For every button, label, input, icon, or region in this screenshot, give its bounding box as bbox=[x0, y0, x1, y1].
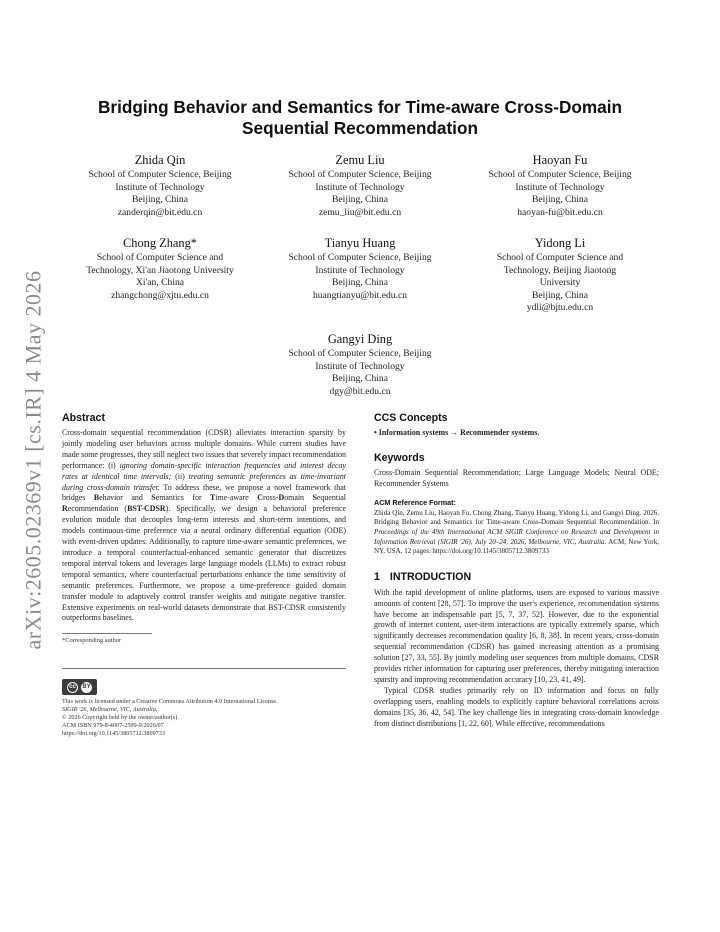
author-block bbox=[62, 152, 258, 219]
doi-link[interactable]: https://doi.org/10.1145/3805712.3809733 bbox=[62, 729, 165, 737]
author-block bbox=[62, 235, 258, 302]
author-name: Zhida Qin bbox=[134, 153, 186, 167]
arxiv-stamp bbox=[12, 250, 54, 670]
author-email: zhangchong@xjtu.edu.cn bbox=[111, 289, 209, 301]
abstract-text: Cross-domain sequential recommendation (CDSR) alleviates interaction sparsity by jointly modeling user behaviors across multiple domains. While current studies have made some progresses, they still neglect two issues that severely impact recommendation performance: (i) ignoring domain-specific interaction frequencies and interest decay rates at identical time intervals; (ii) treating semantic preferences as time-invariant during cross-domain transfer. To address these, we propose a novel framework that bridges Behavior and Semantics for Time-aware Cross-Domain Sequential Recommendation (BST-CDSR). Specifically, we design a behavioral preference evolution module that decouples long-term interests and short-term intentions, and models continuous-time preference via a neural ordinary differential equation (ODE) with event-driven updates. Additionally, to capture time-aware semantic preferences, we introduce a temporal counterfactual-enhanced semantic generator that discretizes temporal interval tokens and leverages large language models (LLMs) to extract robust temporal semantics, where counterfactual perturbations enhance the time sensitivity of semantic preferences. Furthermore, we propose a time-preference guided domain transfer module to adaptively control transfer weights and mitigate negative transfer. Extensive experiments on real-world datasets demonstrate that BST-CDSR consistently outperforms baselines. bbox=[62, 428, 346, 623]
author-block bbox=[262, 152, 458, 219]
acm-reference-heading: ACM Reference Format: bbox=[374, 497, 456, 507]
author-affiliation: School of Computer Science, Beijing bbox=[288, 252, 432, 263]
author-name: Zemu Liu bbox=[335, 153, 385, 167]
author-email: dgy@bit.edu.cn bbox=[329, 385, 391, 397]
author-affiliation: Xi'an, China bbox=[135, 277, 185, 289]
isbn-line: ACM ISBN 979-8-4007-2599-9/2026/07 bbox=[62, 722, 164, 730]
license-text: This work is licensed under a Creative Commons Attribution 4.0 International License. bbox=[62, 698, 278, 706]
introduction-heading: 1 INTRODUCTION bbox=[374, 570, 472, 583]
author-affiliation: Institute of Technology bbox=[315, 360, 405, 372]
author-block bbox=[262, 235, 458, 302]
author-affiliation: School of Computer Science, Beijing bbox=[88, 169, 232, 180]
introduction-paragraph: With the rapid development of online platforms, users are exposed to various massive amounts of content [28, 57]. To improve the user's experience, recommendation systems have become an indispensable part [5, 7, 37, 52]. However, due to the exponential growth of internet content, user-item interactions are typically extremely sparse, which significantly decreases recommendation quality [6, 8, 38]. In recent years, cross-domain sequential recommendation (CDSR) has gained increasing attention as a promising solution [27, 33, 55]. By jointly modeling user sequences from multiple domains, CDSR provides richer information for capturing user preferences, thereby mitigating interaction sparsity and improving recommendation accuracy [10, 23, 41, 49]. bbox=[374, 587, 659, 684]
introduction-paragraph: Typical CDSR studies primarily rely on ID information and focus on fully overlapping users, enabling models to explicitly capture behavioral correlations across domains [35, 36, 42, 54]. The key challenge lies in integrating cross-domain knowledge from distinct distributions [1, 22, 60]. While effective, recommendations bbox=[374, 685, 659, 728]
abstract-heading: Abstract bbox=[62, 412, 105, 424]
author-block bbox=[462, 152, 658, 219]
author-affiliation: Beijing, China bbox=[532, 194, 588, 206]
author-email: zemu_liu@bit.edu.cn bbox=[318, 206, 402, 218]
author-block bbox=[262, 331, 458, 398]
author-name: Tianyu Huang bbox=[324, 236, 396, 250]
license-divider bbox=[62, 668, 346, 669]
cc-icon: cc bbox=[67, 682, 78, 693]
ccs-heading: CCS Concepts bbox=[374, 412, 448, 424]
author-affiliation: Beijing, China bbox=[532, 289, 588, 301]
by-icon: BY bbox=[81, 682, 92, 693]
author-email: haoyan-fu@bit.edu.cn bbox=[517, 206, 603, 218]
author-name: Yidong Li bbox=[534, 236, 586, 250]
author-email: huangtianyu@bit.edu.cn bbox=[312, 289, 408, 301]
author-email: zanderqin@bit.edu.cn bbox=[117, 206, 203, 218]
author-affiliation: Institute of Technology bbox=[315, 264, 405, 276]
arxiv-identifier: arXiv:2605.02369v1 [cs.IR] 4 May 2026 bbox=[20, 270, 46, 650]
author-affiliation: Beijing, China bbox=[332, 373, 388, 385]
left-column bbox=[62, 412, 346, 738]
author-affiliation: Beijing, China bbox=[132, 194, 188, 206]
paper-title: Bridging Behavior and Semantics for Time-aware Cross-Domain Sequential Recommendation bbox=[97, 97, 623, 138]
author-affiliation: School of Computer Science and bbox=[96, 252, 224, 263]
copyright-line: © 2026 Copyright held by the owner/author(s). bbox=[62, 714, 179, 722]
right-column bbox=[374, 412, 659, 729]
corresponding-author-note: *Corresponding author bbox=[62, 637, 122, 645]
section-number: 1 bbox=[374, 570, 380, 583]
author-affiliation: School of Computer Science, Beijing bbox=[288, 348, 432, 359]
author-affiliation: University bbox=[539, 277, 581, 289]
author-email: ydli@bjtu.edu.cn bbox=[526, 302, 594, 314]
author-affiliation: Institute of Technology bbox=[315, 181, 405, 193]
author-affiliation: Technology, Beijing Jiaotong bbox=[503, 264, 617, 276]
author-affiliation: Institute of Technology bbox=[515, 181, 605, 193]
author-affiliation: Beijing, China bbox=[332, 194, 388, 206]
cc-by-license-badge[interactable] bbox=[62, 679, 97, 695]
author-name: Haoyan Fu bbox=[532, 153, 588, 167]
author-affiliation: School of Computer Science and bbox=[496, 252, 624, 263]
ccs-concepts: • Information systems → Recommender systems. bbox=[374, 428, 540, 437]
author-affiliation: Technology, Xi'an Jiaotong University bbox=[86, 264, 234, 276]
footnote-divider bbox=[62, 633, 152, 634]
conference-venue: SIGIR '26, Melbourne, VIC, Australia. bbox=[62, 706, 158, 714]
author-block bbox=[462, 235, 658, 315]
author-name: Chong Zhang* bbox=[123, 236, 197, 250]
keywords-text: Cross-Domain Sequential Recommendation; Large Language Models; Neural ODE; Recommender Systems bbox=[374, 467, 659, 488]
author-affiliation: Institute of Technology bbox=[115, 181, 205, 193]
author-affiliation: School of Computer Science, Beijing bbox=[488, 169, 632, 180]
author-affiliation: Beijing, China bbox=[332, 277, 388, 289]
acm-reference-text: Zhida Qin, Zemu Liu, Haoyan Fu, Chong Zhang, Tianyu Huang, Yidong Li, and Gangyi Ding. 2026. Bridging Behavior and Semantics for Time-aware Cross-Domain Sequential Recommendation. In Proceedings of the 49th International ACM SIGIR Conference on Research and Development in Information Retrieval (SIGIR '26), July 20–24, 2026, Melbourne, VIC, Australia. ACM, New York, NY, USA, 12 pages. https://doi.org/10.1145/3805712.3809733 bbox=[374, 508, 659, 556]
author-affiliation: School of Computer Science, Beijing bbox=[288, 169, 432, 180]
author-name: Gangyi Ding bbox=[327, 332, 393, 346]
keywords-heading: Keywords bbox=[374, 451, 425, 464]
